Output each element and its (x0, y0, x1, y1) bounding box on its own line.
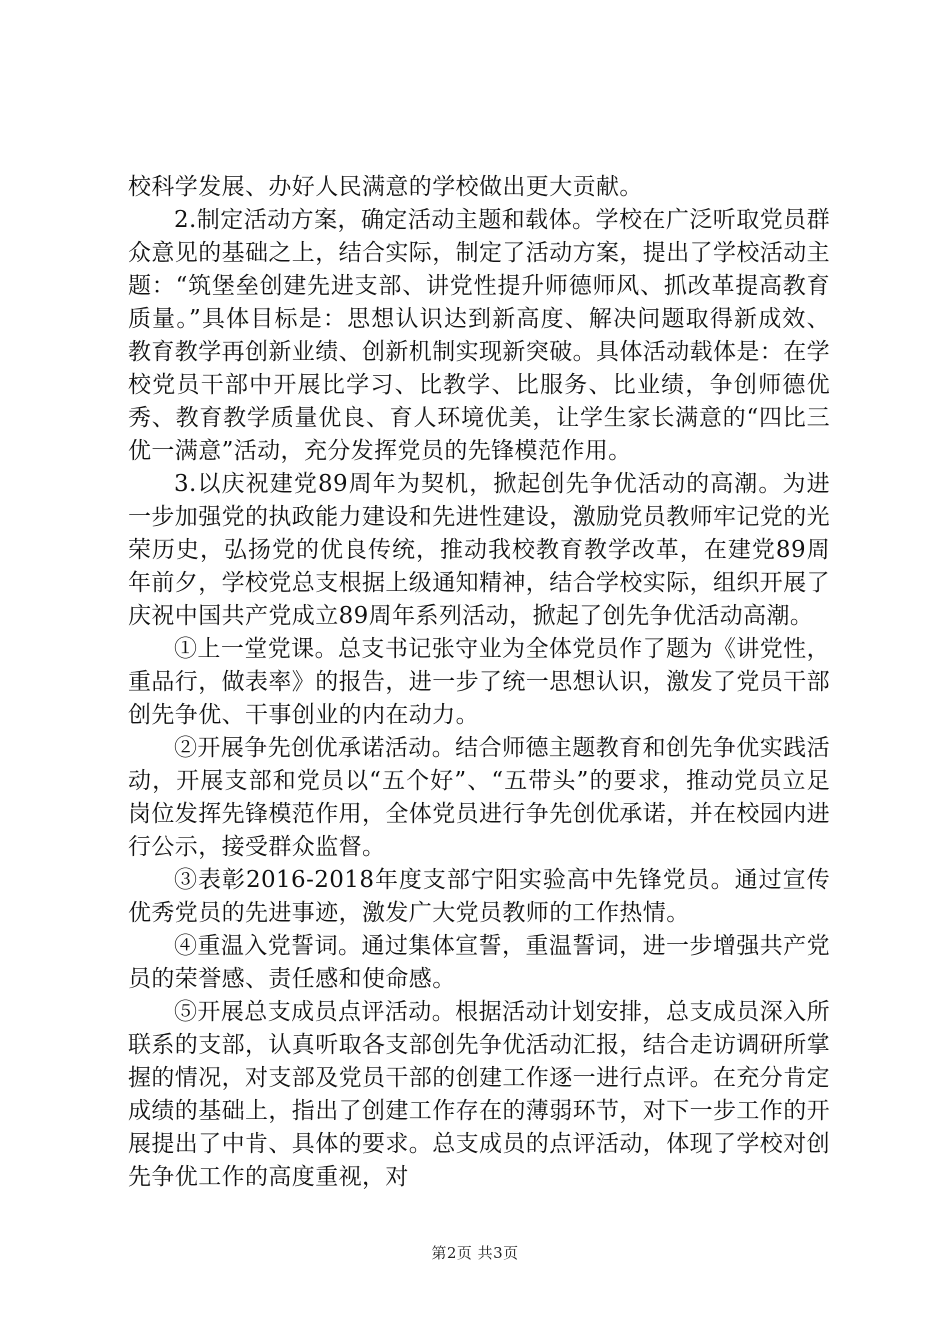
paragraph-continuation: 校科学发展、办好人民满意的学校做出更大贡献。 (128, 174, 643, 200)
document-body (128, 171, 830, 1194)
paragraph-oath: ④重温入党誓词。通过集体宣誓，重温誓词，进一步增强共产党员的荣誉感、责任感和使命感。 (128, 933, 830, 992)
paragraph-review-activity: ⑤开展总支成员点评活动。根据活动计划安排，总支成员深入所联系的支部，认真听取各支部创先争优活动汇报，结合走访调研所掌握的情况，对支部及党员干部的创建工作逐一进行点评。在充分肯定成绩的基础上，指出了创建工作存在的薄弱环节，对下一步工作的开展提出了中肯、具体的要求。总支成员的点评活动，体现了学校对创先争优工作的高度重视，对 (128, 999, 830, 1190)
paragraph-commendation: ③表彰2016-2018年度支部宁阳实验高中先锋党员。通过宣传优秀党员的先进事迹，激发广大党员教师的工作热情。 (128, 867, 830, 926)
paragraph-commitment-activity: ②开展争先创优承诺活动。结合师德主题教育和创先争优实践活动，开展支部和党员以“五个好”、“五带头”的要求，推动党员立足岗位发挥先锋模范作用，全体党员进行争先创优承诺，并在校园内进行公示，接受群众监督。 (128, 735, 830, 860)
paragraph-activity-plan: 2.制定活动方案，确定活动主题和载体。学校在广泛听取党员群众意见的基础之上，结合实际，制定了活动方案，提出了学校活动主题：“筑堡垒创建先进支部、讲党性提升师德师风、抓改革提高教育质量。”具体目标是：思想认识达到新高度、解决问题取得新成效、教育教学再创新业绩、创新机制实现新突破。具体活动载体是：在学校党员干部中开展比学习、比教学、比服务、比业绩，争创师德优秀、教育教学质量优良、育人环境优美，让学生家长满意的“四比三优一满意”活动，充分发挥党员的先锋模范作用。 (128, 207, 830, 464)
paragraph-party-lecture: ①上一堂党课。总支书记张守业为全体党员作了题为《讲党性，重品行，做表率》的报告，进一步了统一思想认识，激发了党员干部创先争优、干事创业的内在动力。 (128, 636, 830, 728)
paragraph-party-anniversary: 3.以庆祝建党89周年为契机，掀起创先争优活动的高潮。为进一步加强党的执政能力建设和先进性建设，激励党员教师牢记党的光荣历史，弘扬党的优良传统，推动我校教育教学改革，在建党89周年前夕，学校党总支根据上级通知精神，结合学校实际，组织开展了庆祝中国共产党成立89周年系列活动，掀起了创先争优活动高潮。 (128, 471, 830, 629)
page-number-footer: 第2页 共3页 (431, 1244, 519, 1262)
